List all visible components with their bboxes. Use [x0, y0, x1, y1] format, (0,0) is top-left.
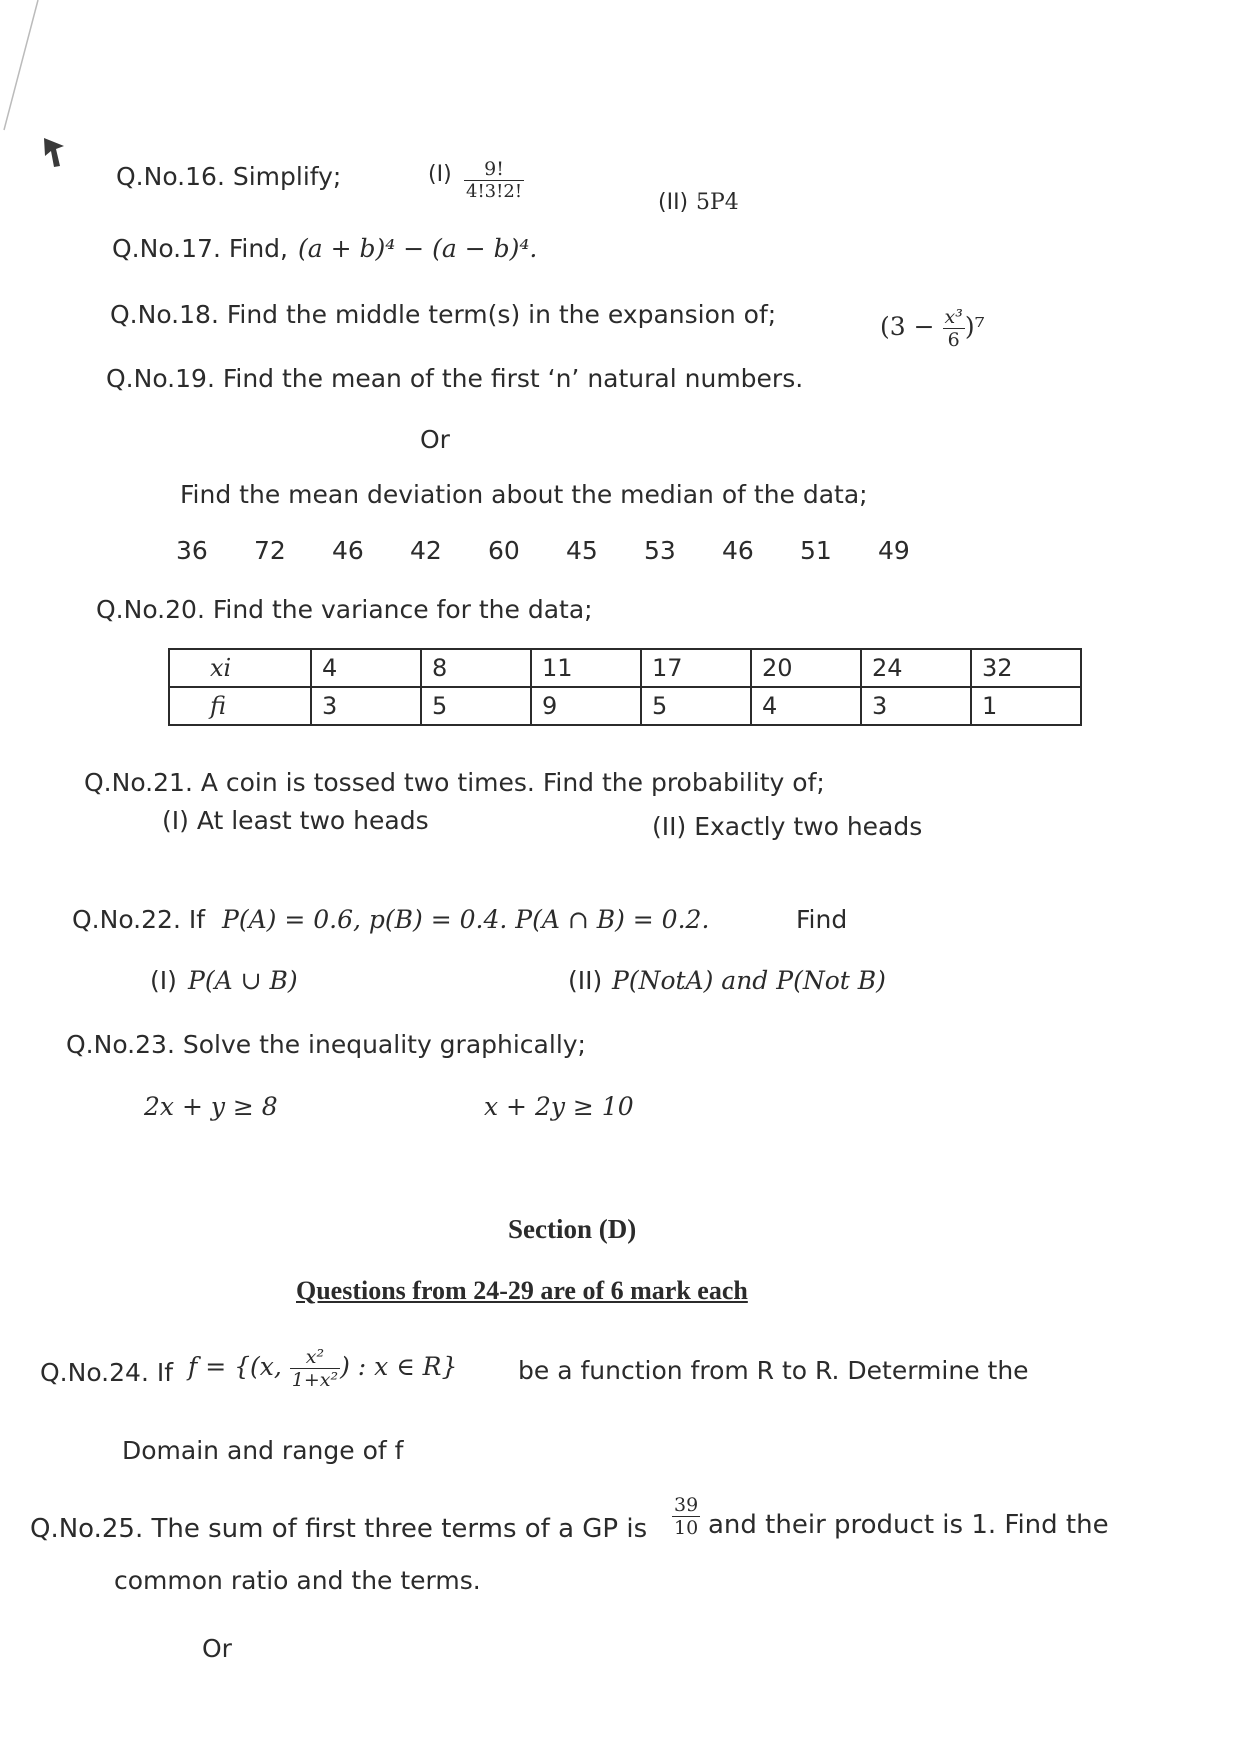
q18-expr-den: 6	[943, 328, 965, 351]
x-value-cell: 17	[641, 649, 751, 687]
q18-label: Q.No.18. Find the middle term(s) in the expansion of;	[110, 300, 777, 329]
q25-or: Or	[202, 1634, 232, 1663]
q24-expr-post: ) : x ∈ R}	[340, 1352, 458, 1381]
table-row-x	[169, 649, 1081, 687]
q25-label-end: and their product is 1. Find the	[708, 1510, 1109, 1540]
q25-fraction	[672, 1494, 700, 1539]
f-value-cell: 9	[531, 687, 641, 725]
f-value-cell: 3	[311, 687, 421, 725]
data-value: 60	[488, 536, 520, 565]
x-value-cell: 32	[971, 649, 1081, 687]
x-value-cell: 4	[311, 649, 421, 687]
table-row-f	[169, 687, 1081, 725]
q25-label-start: Q.No.25. The sum of first three terms of a GP is	[30, 1514, 648, 1544]
scan-edge-line	[0, 0, 40, 140]
q18-expr	[880, 306, 985, 351]
section-title: Section (D)	[508, 1214, 637, 1244]
f-value-cell: 5	[641, 687, 751, 725]
data-value: 46	[332, 536, 364, 565]
q16-part2-expr: 5P4	[696, 190, 739, 215]
section-subtitle: Questions from 24-29 are of 6 mark each	[296, 1276, 748, 1305]
x-value-cell: 11	[531, 649, 641, 687]
q16-part2-marker: (II)	[658, 190, 689, 215]
q16-fraction	[464, 158, 524, 202]
data-value: 36	[176, 536, 208, 565]
x-header-cell: xi	[169, 649, 311, 687]
q22-part1-expr: P(A ∪ B)	[188, 966, 298, 995]
q23-label: Q.No.23. Solve the inequality graphically;	[66, 1030, 586, 1059]
q24-expr-num: x²	[305, 1346, 325, 1368]
q21-part1: (I) At least two heads	[162, 806, 429, 835]
q24-label-end: be a function from R to R. Determine the	[518, 1356, 1029, 1385]
q16-denominator: 4!3!2!	[466, 181, 523, 202]
q16-numerator: 9!	[484, 158, 504, 180]
q22-part2-expr: P(NotA) and P(Not B)	[612, 966, 886, 995]
data-value: 72	[254, 536, 286, 565]
x-value-cell: 20	[751, 649, 861, 687]
q24-label-start: Q.No.24. If	[40, 1358, 174, 1387]
q18-expr-num: x³	[944, 306, 963, 328]
q25-frac-num: 39	[674, 1494, 699, 1516]
q19-alt: Find the mean deviation about the median of the data;	[180, 480, 868, 509]
q18-expr-pre: (3 −	[880, 312, 935, 341]
x-value-cell: 8	[421, 649, 531, 687]
q17-expr: (a + b)⁴ − (a − b)⁴.	[298, 234, 538, 263]
q25-frac-den: 10	[674, 1517, 699, 1539]
data-value: 42	[410, 536, 442, 565]
pen-mark-icon	[42, 136, 68, 170]
q21-label: Q.No.21. A coin is tossed two times. Find the probability of;	[84, 768, 825, 797]
f-value-cell: 4	[751, 687, 861, 725]
q16-label: Q.No.16. Simplify;	[116, 162, 342, 191]
q24-line2: Domain and range of f	[122, 1436, 404, 1465]
q21-part2: (II) Exactly two heads	[652, 812, 923, 841]
data-value: 53	[644, 536, 676, 565]
q16-part1-marker: (I)	[428, 162, 452, 187]
q23-ineq2: x + 2y ≥ 10	[484, 1092, 634, 1121]
q20-label: Q.No.20. Find the variance for the data;	[96, 595, 593, 624]
q25-line2: common ratio and the terms.	[114, 1566, 481, 1595]
f-value-cell: 5	[421, 687, 531, 725]
f-value-cell: 3	[861, 687, 971, 725]
q24-expr	[188, 1346, 457, 1391]
q22-part1-marker: (I)	[150, 966, 177, 995]
q18-expr-post: )⁷	[964, 312, 985, 341]
q22-part2-marker: (II)	[568, 966, 603, 995]
q23-ineq1: 2x + y ≥ 8	[144, 1092, 278, 1121]
data-value: 45	[566, 536, 598, 565]
q20-table	[168, 648, 1082, 726]
q24-expr-den: 1+x²	[291, 1369, 339, 1391]
q19-or: Or	[420, 425, 450, 454]
q22-label-start: Q.No.22. If	[72, 905, 206, 934]
q19-label: Q.No.19. Find the mean of the first ‘n’ natural numbers.	[106, 364, 804, 393]
data-value: 51	[800, 536, 832, 565]
data-value: 49	[878, 536, 910, 565]
q19-dataset	[176, 536, 956, 565]
x-value-cell: 24	[861, 649, 971, 687]
f-value-cell: 1	[971, 687, 1081, 725]
data-value: 46	[722, 536, 754, 565]
f-header-cell: fi	[169, 687, 311, 725]
q22-label-end: Find	[796, 905, 848, 934]
q17-label: Q.No.17. Find,	[112, 234, 289, 263]
q24-expr-pre: f = {(x,	[188, 1352, 282, 1381]
q22-expr: P(A) = 0.6, p(B) = 0.4. P(A ∩ B) = 0.2.	[222, 905, 710, 934]
